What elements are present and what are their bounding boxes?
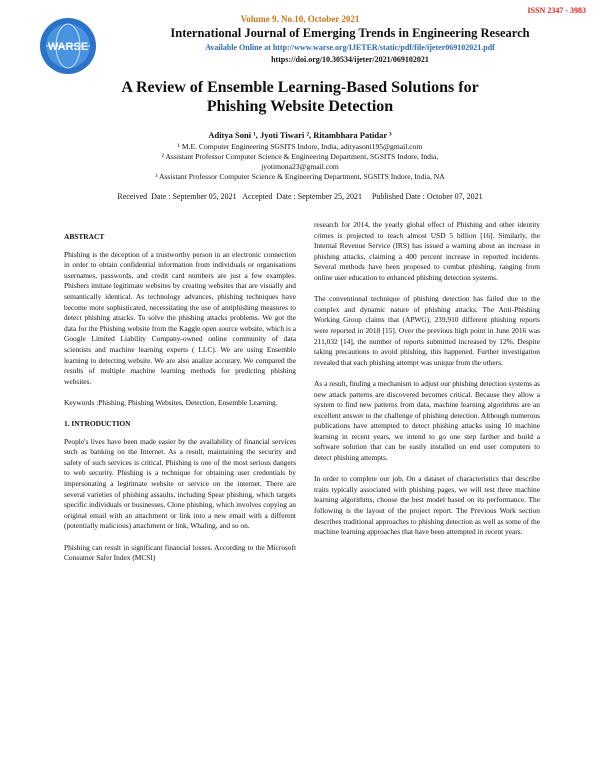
logo-text: WARSE xyxy=(47,41,89,53)
available-online-link[interactable]: Available Online at http://www.warse.org/IJETER/static/pdf/file/ijeter069102021.pdf xyxy=(205,43,495,52)
introduction-paragraph-2: Phishing can result in significant financial losses. According to the Microsoft Consumer Safer Index (MCSI) xyxy=(64,542,296,563)
affiliation-3: ³ Assistant Professor Computer Science & Engineering Department, SGSITS Indore, India, NA xyxy=(155,172,445,181)
keywords: Keywords :Phishing, Phishing Websites, Detection, Ensemble Learning. xyxy=(64,397,278,407)
right-paragraph-2: The conventional technique of phishing detection has failed due to the complex and dynamic nature of phishing attacks. The Anti-Phishing Working Group claims that (APWG), 239,910 different phishing reports were reported in 2018 [15]. Over the previous high point in June 2016 was 211,032 [14], the number of reports submitted increased by 12%. Despite taking precautions to avoid phishing, this happened. Further investigation revealed that each phishing attempt was unique from the others. xyxy=(314,294,540,367)
affiliation-1: ¹ M.E. Computer Engineering SGSITS Indore, India, adityasoni195@gmail.com xyxy=(177,142,423,151)
abstract-heading: ABSTRACT xyxy=(64,232,105,241)
affiliation-2: ² Assistant Professor Computer Science & Engineering Department, SGSITS Indore, India, xyxy=(161,152,439,161)
abstract-text: Phishing is the deception of a trustworthy person in an electronic connection in order to obtain confidential information from individuals or organisations usernames, passwords, and credit card numbers are just a few examples. Phishers imitate legitimate websites by creating websites that are visually and semantically identical. As technology advances, phishing techniques have become more sophisticated, necessitating the use of antiphishing measures to detect phishing attacks. To solve the phishing attacks problems. We got the data for the Phishing website from the Kaggle open source website, which is a Google Limited Liability Company-owned online community of data scientists and machine learning experts ( LLC). We are using Ensemble learning to detecting website. We are also analize accurary. We compared the results of multiple machine learning methods for predicting phishing websites. xyxy=(64,249,296,386)
paper-title xyxy=(60,78,540,116)
introduction-heading: 1. INTRODUCTION xyxy=(64,419,131,429)
left-column xyxy=(64,232,296,574)
introduction-paragraph-1: People's lives have been made easier by the availability of financial services such as banking on the Internet. As a result, maintaining the security and safety of such services is critical. Phishing is one of the most serious dangers to web security. Phishing is a technique for obtaining user credentials by impersonating a legitimate website or service on the internet. There are several varieties of phishing assaults, including Spear phishing, which targets specific individuals or businesses, Clone phishing, which involves copying an original email with an attachment or link into a new email with a different (potentially malicious) attachment or link, Whaling, and so on. xyxy=(64,436,296,531)
issn-number: ISSN 2347 - 3983 xyxy=(527,6,586,15)
doi-link[interactable]: https://doi.org/10.30534/ijeter/2021/069102021 xyxy=(271,55,429,64)
title-line-2: Phishing Website Detection xyxy=(206,98,394,115)
affiliation-2-email: jyotimona23@gmail.com xyxy=(261,162,339,171)
title-line-1: A Review of Ensemble Learning-Based Solutions for xyxy=(121,79,479,96)
right-paragraph-4: In order to complete our job, On a dataset of characteristics that describe traits typically associated with phishing pages, we will test three machine learning algorithms, choose the best model based on its performance. The following is the layout of the project report. The Previous Work section describes traditional approaches to phishing detection as well as some of the machine learning approaches that have been attempted in recent years. xyxy=(314,474,540,537)
right-paragraph-1: research for 2014, the yearly global effect of Phishing and other identity crimes is projected to reach almost USD 5 billion [16]. Similarly, the Internal Revenue Service (IRS) has issued a warning about an increase in phishing attacks, claiming a 400 percent increase in reported incidents. Several methods have been proposed to combat phishing, ranging from online user education to enhanced phishing detection systems. xyxy=(314,220,540,282)
author-list: Aditya Soni ¹, Jyoti Tiwari ², Ritambhara Patidar ³ xyxy=(208,130,392,140)
volume-info: Volume 9. No.10, October 2021 xyxy=(240,14,360,24)
warse-logo xyxy=(38,16,98,76)
publication-dates: Received Date : September 05, 2021 Accepted Date : September 25, 2021 Published Date : October 07, 2021 xyxy=(117,192,483,201)
journal-title: International Journal of Emerging Trends in Engineering Research xyxy=(170,26,530,40)
right-column xyxy=(314,220,540,548)
right-paragraph-3: As a result, finding a mechanism to adjust our phishing detection systems as new attack patterns are discovered becomes critical. Because they allow a system to find new patterns from data, machine learning algorithms are an excellent answer to the challenge of phishing detection. Although numerous publications have attempted to detect phishing attacks using 10 machine learning in recent years, we intend to go one step farther and build a software solution that can be easily installed on end user computers to detect phishing attempts. xyxy=(314,378,540,463)
